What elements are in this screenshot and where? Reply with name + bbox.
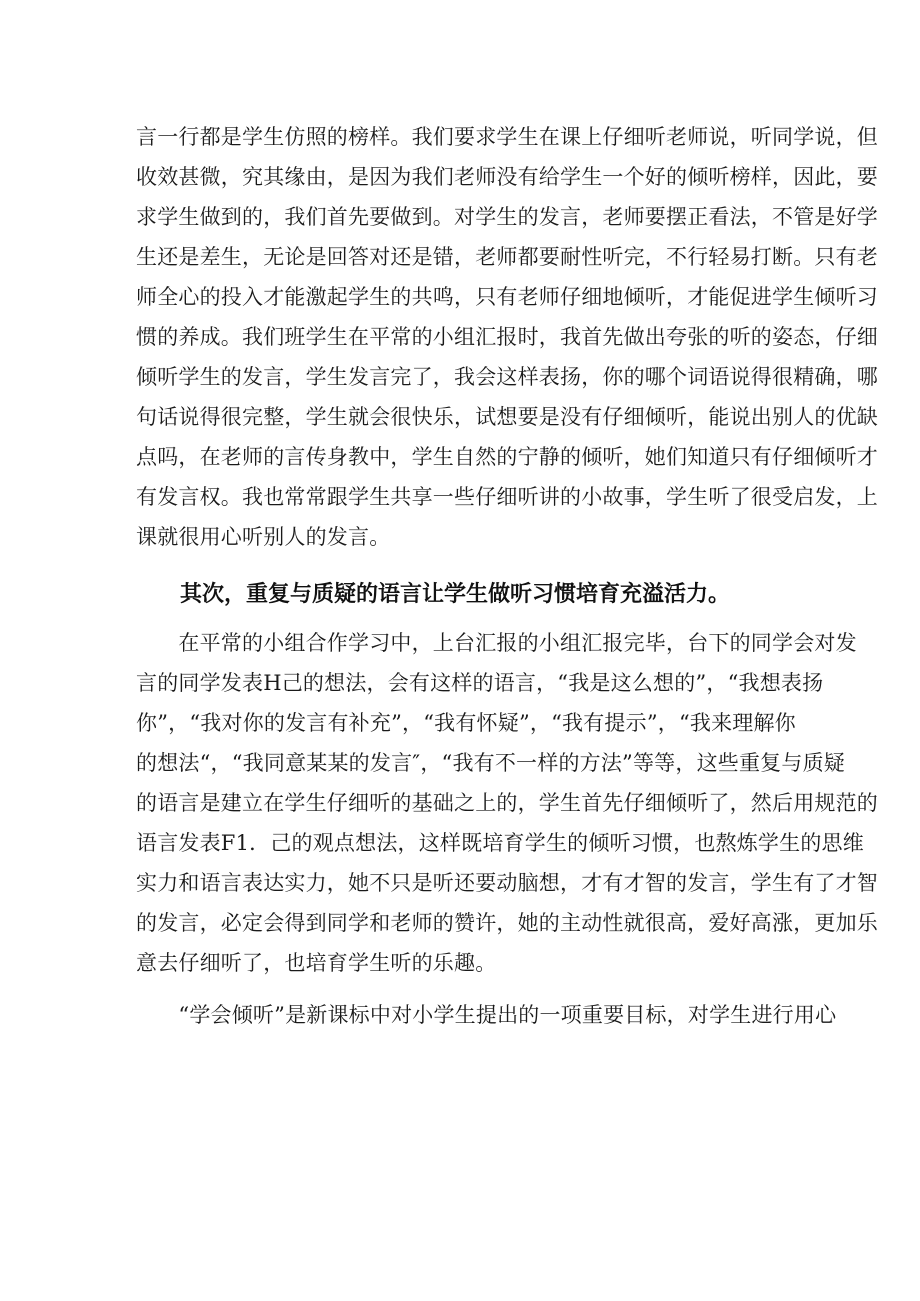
para2-line: 的想法“，“我同意某某的发言″，“我有不一样的方法”等等，这些重复与质疑	[136, 751, 845, 775]
para2-line: 的发言，必定会得到同学和老师的赞许，她的主动性就很高，爱好高涨，更加乐	[136, 911, 878, 935]
paragraph-1	[136, 117, 878, 557]
para2-line: 你”，“我对你的发言有补充”，“我有怀疑”，“我有提示”，“我来理解你	[136, 711, 796, 735]
para1-line: 求学生做到的，我们首先要做到。对学生的发言，老师要摆正看法，不管是好学	[136, 205, 878, 229]
paragraph-2	[136, 623, 878, 983]
para2-line: 的语言是建立在学生仔细听的基础之上的，学生首先仔细倾听了，然后用规范的	[136, 791, 878, 815]
para1-line: 师全心的投入才能激起学生的共鸣，只有老师仔细地倾听，才能促进学生倾听习	[136, 285, 878, 309]
para2-line: 语言发表F1．己的观点想法，这样既培育学生的倾听习惯，也熬炼学生的思维	[136, 831, 864, 855]
para1-line: 有发言权。我也常常跟学生共享一些仔细听讲的小故事，学生听了很受启发，上	[136, 485, 878, 509]
paragraph-3	[136, 995, 837, 1035]
para2-line: 实力和语言表达实力，她不只是听还要动脑想，才有才智的发言，学生有了才智	[136, 871, 878, 895]
para1-line: 言一行都是学生仿照的榜样。我们要求学生在课上仔细听老师说，听同学说，但	[136, 125, 878, 149]
para1-line: 惯的养成。我们班学生在平常的小组汇报时，我首先做出夸张的听的姿态，仔细	[136, 325, 878, 349]
para1-line: 倾听学生的发言，学生发言完了，我会这样表扬，你的哪个词语说得很精确，哪	[136, 365, 878, 389]
para1-line: 点吗，在老师的言传身教中，学生自然的宁静的倾听，她们知道只有仔细倾听才	[136, 445, 878, 469]
para1-line: 句话说得很完整，学生就会很快乐，试想要是没有仔细倾听，能说出别人的优缺	[136, 405, 878, 429]
section-heading: 其次，重复与质疑的语言让学生做听习惯培育充溢活力。	[180, 582, 731, 607]
para1-line: 课就很用心听别人的发言。	[136, 525, 391, 549]
para2-line: 意去仔细听了，也培育学生听的乐趣。	[136, 951, 497, 975]
para3-line: “学会倾听”是新课标中对小学生提出的一项重要目标，对学生进行用心	[136, 1003, 837, 1027]
para2-line: 言的同学发表H己的想法，会有这样的语言，“我是这么想的”，“我想表扬	[136, 671, 824, 695]
para2-line: 在平常的小组合作学习中，上台汇报的小组汇报完毕，台下的同学会对发	[136, 631, 857, 655]
document-page	[136, 117, 878, 1035]
para1-line: 生还是差生，无论是回答对还是错，老师都要耐性听完，不行轻易打断。只有老	[136, 245, 878, 269]
para1-line: 收效甚微，究其缘由，是因为我们老师没有给学生一个好的倾听榜样，因此，要	[136, 165, 878, 189]
